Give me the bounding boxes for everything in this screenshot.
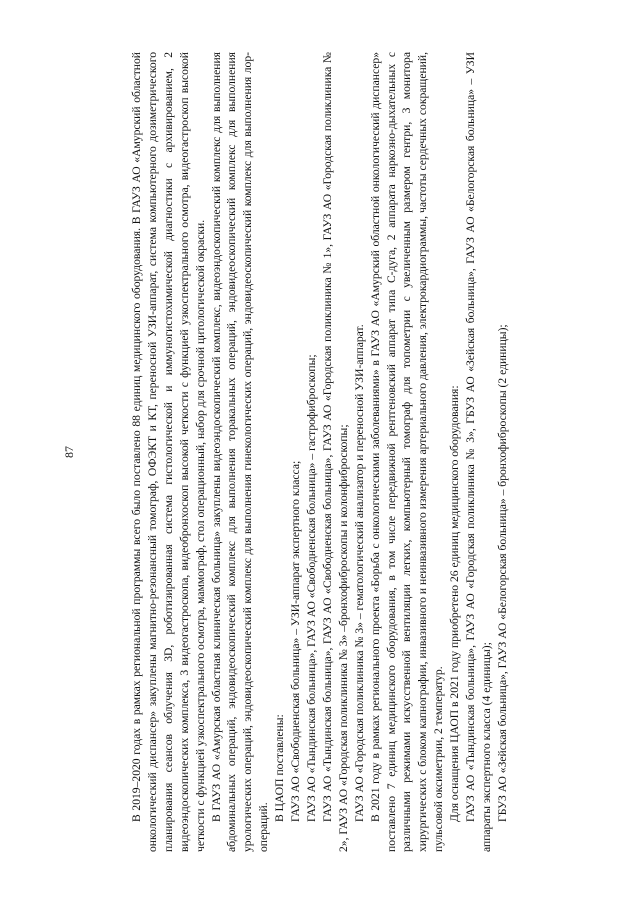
paragraph-6: ГАУЗ АО «Тындинская больница», ГАУЗ АО «Свободненская больница», ГАУЗ АО «Городская поликлиника № 1», ГАУЗ АО «Городская поликлиника № 2», ГАУЗ АО «Городская поликлиника № 3» –бронхофиброскопы и колонфиброскопы; — [321, 52, 350, 852]
paragraph-11: ГБУЗ АО «Зейская больница», ГАУЗ АО «Белогорская больница» – бронхофиброскопы (2 единицы); — [495, 324, 509, 822]
paragraph-10: ГАУЗ АО «Тындинская больница», ГАУЗ АО «Городская поликлиника № 3», ГБУЗ АО «Зейская больница», ГАУЗ АО «Белогорская больница» – УЗИ аппараты экспертного класса (4 единицы); — [464, 52, 494, 852]
page-number: 87 — [61, 446, 76, 458]
paragraph-8: В 2021 году в рамках регионального проекта «Борьба с онкологическими заболеваниями» в ГАУЗ АО «Амурский областной онкологический диспансер» поставлено 7 единиц медицинского оборудования, в том числе передвижной рентгеновский аппарат типа С-дуга, 2 аппарата наркозно-дыхательных с различными режимами искусственной вентиляции легких, компьютерный томограф для топометрии с увеличенным размером гентри, 3 монитора хирургических с блоком капнографии, инвазивного и неинвазивного измерения артериального давления, электрокардиограммы, частоты сердечных сокращений, пульсовой оксиметрии, 2 температур. — [368, 52, 446, 852]
document-body — [129, 52, 511, 852]
paragraph-4: ГАУЗ АО «Свободненская больница» – УЗИ-аппарат экспертного класса; — [289, 460, 303, 822]
paragraph-3: В ЦАОП поставлены: — [273, 714, 287, 822]
paragraph-5: ГАУЗ АО «Тындинская больница», ГАУЗ АО «Свободненская больница» – гастрофиброскопы; — [305, 354, 319, 822]
paragraph-1: В 2019–2020 годах в рамках региональной программы всего было поставлено 88 единиц медицинского оборудования. В ГАУЗ АО «Амурский областной онкологический диспансер» закуплены магнитно-резонансный томограф, ОФЭКТ и КТ, переносной УЗИ-аппарат, система компьютерного дозиметрического планирования сеансов облучения 3D, роботизированная система гистологической и иммуногистохимической диагностики с архивированием, 2 видеоэндоскопических комплекса, 3 видеогастроскопа, видеобронхоскоп высокой четкости с функцией узкоспектрального осмотра, видеогастроскоп высокой четкости с функцией узкоспектрального осмотра, маммограф, стол операционный, набор для срочной цитологической окраски. — [130, 52, 207, 852]
paragraph-2: В ГАУЗ АО «Амурская областная клиническая больница» закуплены видеоэндоскопический комплекс, видеоэндоскопический комплекс для выполнения абдоминальных операций, эндовидеоскопический комплекс для выполнения торакальных операций, эндовидеоскопический комплекс для выполнения урологических операций, эндовидеоскопический комплекс для выполнения гинекологических операций, эндовидеоскопический комплекс для выполнения лор-операций. — [209, 52, 271, 852]
paragraph-9: Для оснащения ЦАОП в 2021 году приобретено 26 единиц медицинского оборудования: — [448, 385, 462, 822]
paragraph-7: ГАУЗ АО «Городская поликлиника № 3» – гематологический анализатор и переносной УЗИ-аппарат. — [352, 324, 366, 822]
